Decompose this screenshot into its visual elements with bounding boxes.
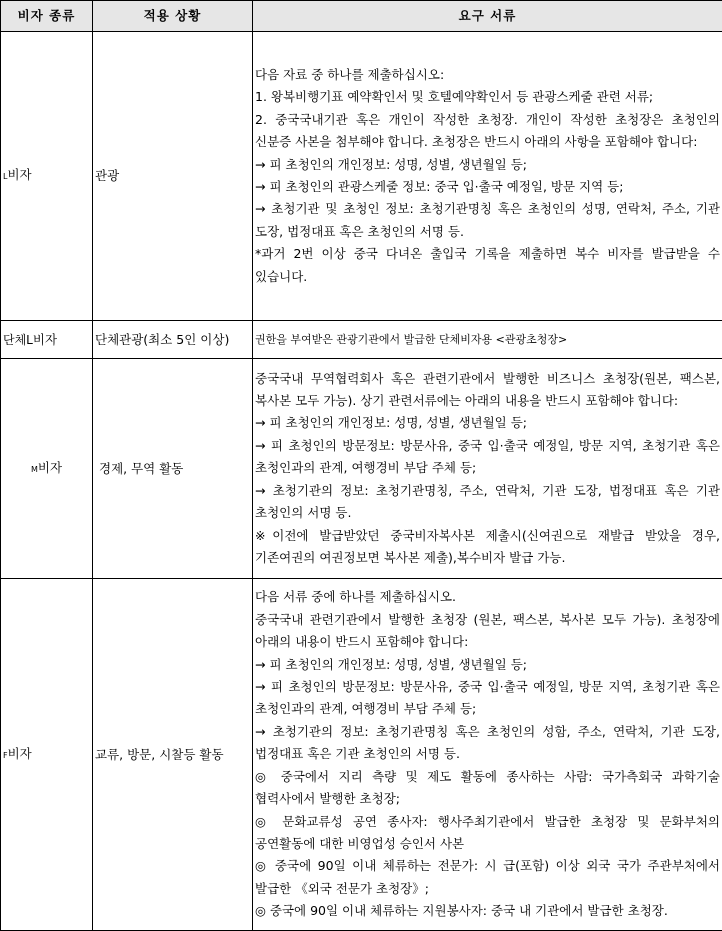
doc-line: → 초청기관의 정보: 초청기관명칭, 주소, 연락처, 기관 도장, 법정대표 혹은 기관 초청인의 서명 등. [255, 480, 720, 525]
situation-cell: 경제, 무역 활동 [93, 359, 253, 579]
doc-line: → 피 초청인의 개인정보: 성명, 성별, 생년월일 등; [255, 412, 720, 434]
visa-type-prefix: M [31, 465, 38, 474]
doc-line: *과거 2번 이상 중국 다녀온 출입국 기록을 제출하면 복수 비자를 발급받을 수 있습니다. [255, 243, 720, 288]
doc-line: 권한을 부여받은 관광기관에서 발급한 단체비자용 <관광초청장> [255, 322, 720, 358]
table-row [1, 32, 722, 321]
situation-cell: 교류, 방문, 시찰등 활동 [93, 579, 253, 931]
situation-cell: 단체관광(최소 5인 이상) [93, 321, 253, 359]
visa-type-text: 비자 [33, 332, 57, 347]
visa-type-cell [1, 32, 93, 321]
visa-type-text: 비자 [8, 746, 32, 761]
doc-line: ◎ 중국에 90일 이내 체류하는 전문가: 시 급(포함) 이상 외국 국가 주관부처에서 발급한 《외국 전문가 초청장》; [255, 855, 720, 900]
doc-line: → 피 초청인의 개인정보: 성명, 성별, 생년월일 등; [255, 654, 720, 676]
doc-line: → 초청기관의 정보: 초청기관명칭 혹은 초청인의 성함, 주소, 연락처, 기관 도장, 법정대표 혹은 기관 초청인의 서명 등. [255, 721, 720, 766]
doc-line: 다음 자료 중 하나를 제출하십시오: [255, 64, 720, 86]
visa-type-prefix: 단체L [3, 333, 33, 347]
table-row [1, 321, 722, 359]
doc-line: → 피 초청인의 개인정보: 성명, 성별, 생년월일 등; [255, 154, 720, 176]
doc-line: 중국국내 무역협력회사 혹은 관련기관에서 발행한 비즈니스 초청장(원본, 팩스본, 복사본 모두 가능). 상기 관련서류에는 아래의 내용을 반드시 포함해야 합니다: [255, 368, 720, 413]
table-header-row [1, 1, 722, 32]
doc-line: → 초청기관 및 초청인 정보: 초청기관명칭 혹은 초청인의 성명, 연락처, 주소, 기관 도장, 법정대표 혹은 초청인의 서명 등. [255, 198, 720, 243]
table-row [1, 579, 722, 931]
visa-type-text: 비자 [7, 167, 31, 182]
documents-cell [253, 32, 722, 321]
visa-type-prefix: F [3, 751, 8, 760]
doc-line: ◎ 중국에서 지리 측량 및 제도 활동에 종사하는 사람: 국가측회국 과학기술 협력사에서 발행한 초청장; [255, 766, 720, 811]
doc-line: ◎ 문화교류성 공연 종사자: 행사주최기관에서 발급한 초청장 및 문화부처의 공연활동에 대한 비영업성 승인서 사본 [255, 811, 720, 856]
doc-line: ※이전에 발급받았던 중국비자복사본 제출시(신여권으로 재발급 받았을 경우, 기존여권의 여권정보면 복사본 제출),복수비자 발급 가능. [255, 525, 720, 570]
doc-line: → 피 초청인의 방문정보: 방문사유, 중국 입·출국 예정일, 방문 지역, 초청기관 혹은 초청인과의 관계, 여행경비 부담 주체 등; [255, 676, 720, 721]
visa-type-text: 비자 [38, 460, 62, 475]
doc-line: → 피 초청인의 관광스케줄 정보: 중국 입·출국 예정일, 방문 지역 등; [255, 176, 720, 198]
documents-cell [253, 359, 722, 579]
header-visa-type: 비자 종류 [1, 1, 93, 32]
situation-cell: 관광 [93, 32, 253, 321]
visa-type-prefix: L [3, 172, 7, 181]
doc-line: 다음 서류 중에 하나를 제출하십시오. [255, 586, 720, 608]
doc-line: → 피 초청인의 방문정보: 방문사유, 중국 입·출국 예정일, 방문 지역, 초청기관 혹은 초청인과의 관계, 여행경비 부담 주체 등; [255, 435, 720, 480]
visa-type-cell [1, 321, 93, 359]
documents-cell [253, 579, 722, 931]
doc-line: 중국국내 관련기관에서 발행한 초청장 (원본, 팩스본, 복사본 모두 가능). 초청장에 아래의 내용이 반드시 포함해야 합니다: [255, 609, 720, 654]
visa-type-cell [1, 579, 93, 931]
doc-line: 2. 중국국내기관 혹은 개인이 작성한 초청장. 개인이 작성한 초청장은 초청인의 신분증 사본을 첨부해야 합니다. 초청장은 반드시 아래의 사항을 포함해야 합니다: [255, 109, 720, 154]
header-situation: 적용 상황 [93, 1, 253, 32]
documents-cell [253, 321, 722, 359]
doc-line: ◎ 중국에 90일 이내 체류하는 지원봉사자: 중국 내 기관에서 발급한 초청장. [255, 900, 720, 922]
header-documents: 요구 서류 [253, 1, 722, 32]
visa-type-cell [1, 359, 93, 579]
table-row [1, 359, 722, 579]
doc-line: 1. 왕복비행기표 예약확인서 및 호텔예약확인서 등 관광스케줄 관련 서류; [255, 86, 720, 108]
